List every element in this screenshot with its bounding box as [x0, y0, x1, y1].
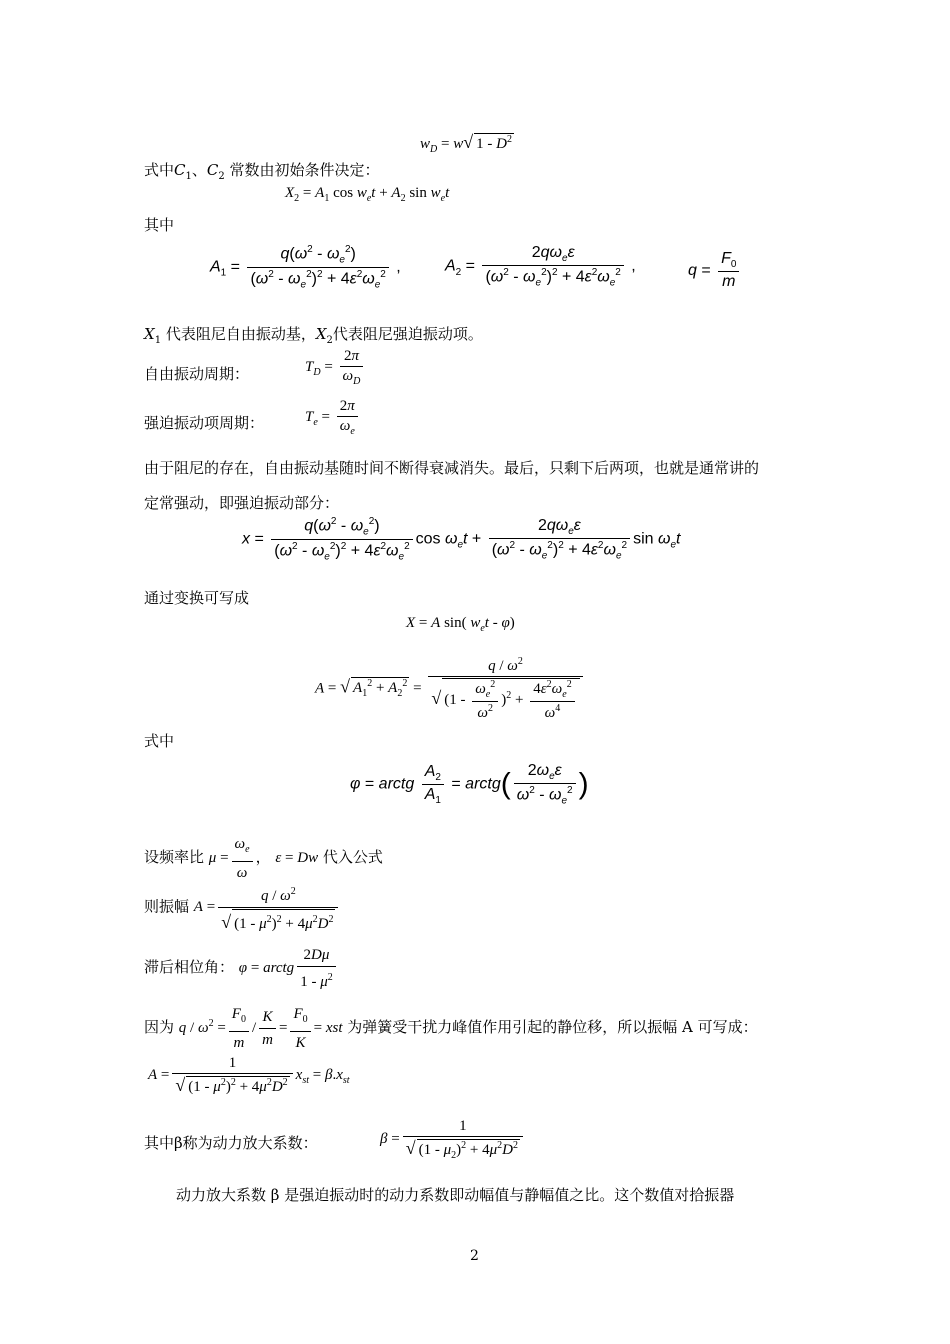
text-free-period: 自由振动周期： — [144, 365, 250, 383]
text-set-ratio: 设频率比 — [144, 847, 205, 866]
text-x1-desc: 代表阻尼自由振动基， — [165, 325, 316, 343]
x1-x2-description: $X_1$ 代表阻尼自由振动基，$X_2$代表阻尼强迫振动项。 — [144, 325, 483, 346]
paragraph-damping: 由于阻尼的存在，自由振动基随时间不断得衰减消失。最后，只剩下后两项，也就是通常讲的 — [144, 459, 760, 477]
equation-a1: $A_1$ = $\frac{q(\omega^2 - \omega_e^2)}{(\omega^2 - \omega_e^2)^2 + 4\varepsilon^2\omega_e^2}$ , — [210, 244, 401, 291]
equation-a-beta: A = $\frac{1}{√ (1 - \mu^2)^2 + 4\mu^2D^2}$ $x_{st} = \beta.x_{st}$ — [148, 1055, 350, 1095]
text-shizhong: 式中 — [144, 161, 175, 179]
text-phase-lag: 滞后相位角： — [144, 957, 235, 976]
static-displacement-line: 因为 q / $\omega^2$ = $\frac{F_0}{m}$ / $\frac{K}{m}$ = $\frac{F_0}{K}$ = xst 为弹簧受干扰力峰值作用引起的静位移，所以振幅 A 可写成： — [144, 1006, 758, 1051]
text-because-desc: 为弹簧受干扰力峰值作用引起的静位移，所以振幅 A 可写成： — [347, 1017, 758, 1036]
equation-q: q = $\frac{F_0}{m}$ — [688, 250, 742, 291]
equation-td: $T_D$ = $\frac{2\pi}{\omega_D}$ — [305, 348, 366, 387]
text-amplitude: 则振幅 — [144, 897, 190, 916]
equation-te: $T_e$ = $\frac{2\pi}{\omega_e}$ — [305, 398, 361, 437]
text-beta-label: 其中β称为动力放大系数： — [144, 1134, 318, 1152]
equation-x-sin: X = A sin( $w_et - \varphi$) — [406, 615, 515, 634]
paragraph-final: 动力放大系数 β 是强迫振动时的动力系数即动幅值与静幅值之比。这个数值对拾振器 — [176, 1186, 735, 1204]
text-because: 因为 — [144, 1017, 175, 1036]
page-number: 2 — [470, 1248, 479, 1264]
text-constants: 常数由初始条件决定： — [229, 161, 380, 179]
amplitude-line: 则振幅 A = $\frac{q / \omega^2}{√ (1 - \mu^2)^2 + 4\mu^2D^2}$ — [144, 882, 341, 934]
equation-x: x = $\frac{q(\omega^2 - \omega_e^2)}{(\omega^2 - \omega_e^2)^2 + 4\varepsilon^2\omega_e^2}$ $\cos \omega_et$ + $\frac{2q\omega_e\varepsilon}{(\omega^2 - \omega_e^2)^2 + 4\varepsilon^2\omega_e^2}$ $\sin \omega_et$ — [242, 516, 681, 563]
equation-a2: $A_2$ = $\frac{2q\omega_e\varepsilon}{(\omega^2 - \omega_e^2)^2 + 4\varepsilon^2\omega_e^2}$ , — [445, 244, 636, 289]
equation-phi: φ = arctg $\frac{A_2}{A_1}$ = arctg( $\frac{2\omega_e\varepsilon}{\omega^2 - \omega_e^2}$ ) — [350, 762, 589, 807]
text-forced-period: 强迫振动项周期： — [144, 414, 265, 432]
phase-lag-line: 滞后相位角： φ = arctg $\frac{2D\mu}{1 - \mu^2}$ — [144, 945, 339, 992]
text-qizhong: 其中 — [144, 216, 175, 234]
equation-wd: $w_D = w√$ $1 - D^2$ — [420, 132, 512, 155]
text-substitute: 代入公式 — [322, 847, 383, 866]
equation-a-amplitude: A = √ $A_1^2 + A_2^2$ = q / $\omega^2$ √ (1 - $\frac{\omega_e^2}{\omega^2}$ )$^2$ + $\frac{4\varepsilon^2\omega_e^2}{\omega^4}$ — [315, 656, 586, 722]
equation-x2: $X_2 = A_1$ $\cos w_et + A_2$ $\sin w_et$ — [285, 185, 450, 204]
constants-line: 式中$C_1$、$C_2$ 常数由初始条件决定： — [144, 161, 380, 182]
equation-beta: β = $\frac{1}{√ (1 - \mu_2)^2 + 4\mu^2D^2}$ — [380, 1118, 526, 1161]
frequency-ratio-line: 设频率比 μ = $\frac{\omega_e}{\omega}$ ， ε = Dw 代入公式 — [144, 836, 383, 881]
text-x2-desc: 代表阻尼强迫振动项。 — [332, 325, 483, 343]
text-shizhong-2: 式中 — [144, 732, 175, 750]
paragraph-steady: 定常强动，即强迫振动部分： — [144, 494, 340, 512]
text-transform: 通过变换可写成 — [144, 589, 250, 607]
